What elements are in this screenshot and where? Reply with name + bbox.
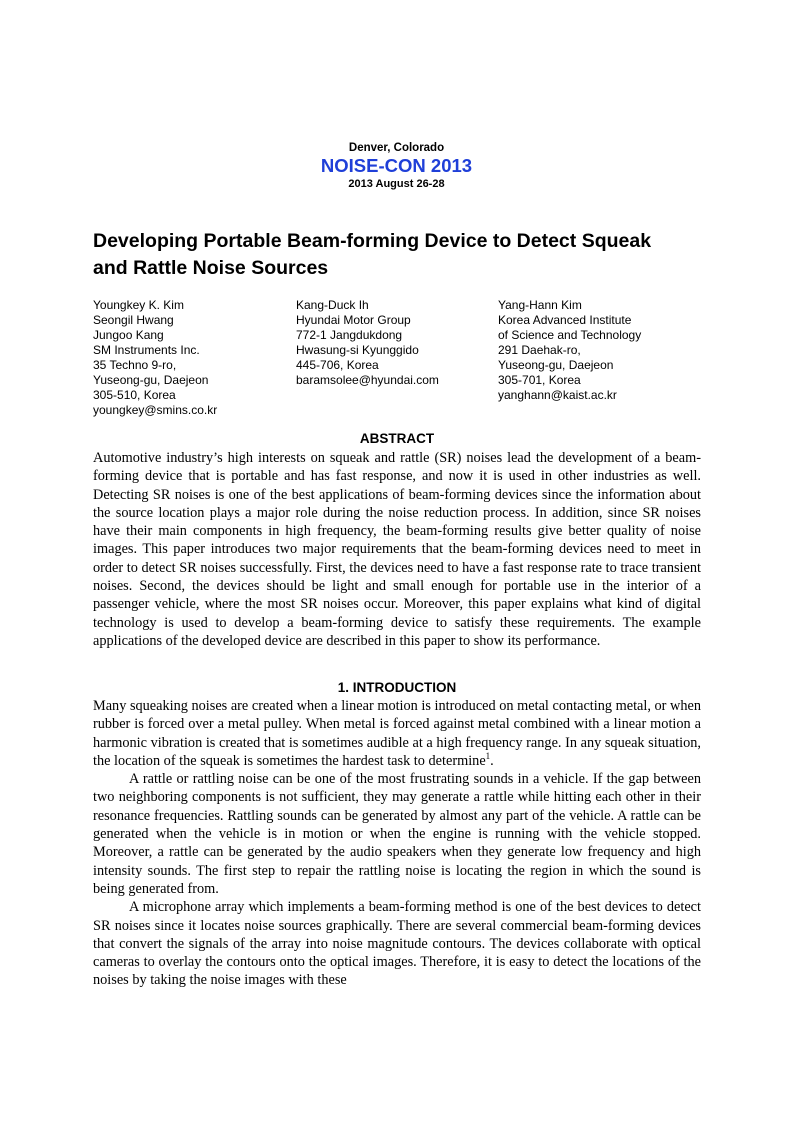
author-email: yanghann@kaist.ac.kr [498, 388, 617, 402]
introduction-paragraph-1-text: Many squeaking noises are created when a linear motion is introduced on metal contacting metal, or when rubber is forced over a metal pulley. When metal is forced against metal combined with a linear motion a harmonic vibration is created that is sometimes audible at a high frequency range. In any squeak situation, the location of the squeak is sometimes the hardest task to determine [93, 698, 701, 769]
introduction-paragraph-1 [93, 697, 701, 770]
reference-marker: 1 [485, 751, 491, 762]
conference-dates: 2013 August 26-28 [348, 178, 445, 190]
introduction-paragraph-2: A rattle or rattling noise can be one of the most frustrating sounds in a vehicle. If the gap between two neighboring components is not sufficient, they may generate a rattle while hitting each other in their resonance frequencies. Rattling sounds can be generated by almost any part of the vehicle. A rattle can be generated when the vehicle is in motion or when the engine is running with the vehicle stopped. Moreover, a rattle can be generated by the audio speakers when they generate low frequency and high intensity sounds. The first step to repair the rattling noise is locating the region in which the sound is being generated from. [93, 771, 701, 897]
author-line: Hwasung-si Kyunggido [296, 343, 419, 357]
author-line: 772-1 Jangdukdong [296, 328, 403, 342]
author-line: Yang-Hann Kim [498, 298, 582, 312]
introduction-paragraph-1-end: . [490, 752, 494, 769]
author-line: Hyundai Motor Group [296, 313, 411, 327]
abstract-body [93, 449, 701, 650]
abstract-paragraph: Automotive industry’s high interests on squeak and rattle (SR) noises lead the development of a beam-forming device that is portable and has fast response, and now it is used in other industries as well. Detecting SR noises is one of the best applications of beam-forming devices since the information about the source location plays a major role during the noise reduction process. In addition, since SR noises have their main components in high frequency, the beam-forming results give better quality of noise images. This paper introduces two major requirements that the beam-forming devices need to meet in order to detect SR noises successfully. First, the devices need to have a fast response rate to trace transient noises. Second, the devices should be light and small enough for portable use in the interior of a passenger vehicle, where the most SR noises occur. Moreover, this paper explains what kind of digital technology is used to develop a beam-forming device to satisfy these requirements. The example applications of the developed device are described in this paper to show its performance. [93, 450, 701, 649]
conference-header [0, 141, 793, 191]
paper-title-line-1: Developing Portable Beam-forming Device to Detect Squeak [93, 230, 652, 252]
introduction-body [93, 697, 701, 990]
author-block-3 [498, 298, 641, 403]
author-email: baramsolee@hyundai.com [296, 373, 439, 387]
author-line: Jungoo Kang [93, 328, 164, 342]
paper-title-line-2: and Rattle Noise Sources [93, 257, 329, 279]
conference-name: NOISE-CON 2013 [320, 155, 473, 176]
introduction-paragraph-3: A microphone array which implements a beam-forming method is one of the best devices to detect SR noises since it locates noise sources graphically. There are several commercial beam-forming devices that convert the signals of the array into noise magnitude contours. The devices collaborate with optical cameras to overlay the contours onto the optical images. Therefore, it is easy to detect the locations of the noises by taking the noise images with these [93, 899, 701, 989]
author-email: youngkey@smins.co.kr [93, 403, 218, 417]
author-line: of Science and Technology [498, 328, 642, 342]
author-line: Yuseong-gu, Daejeon [93, 373, 209, 387]
author-line: Youngkey K. Kim [93, 298, 184, 312]
author-line: SM Instruments Inc. [93, 343, 200, 357]
author-line: 35 Techno 9-ro, [93, 358, 177, 372]
author-line: 305-701, Korea [498, 373, 581, 387]
author-line: Yuseong-gu, Daejeon [498, 358, 614, 372]
author-line: 291 Daehak-ro, [498, 343, 581, 357]
paper-title [93, 228, 713, 282]
author-block-1 [93, 298, 217, 418]
introduction-heading: 1. INTRODUCTION [337, 680, 457, 695]
conference-location: Denver, Colorado [348, 142, 445, 154]
abstract-heading: ABSTRACT [359, 431, 435, 446]
author-line: 305-510, Korea [93, 388, 176, 402]
author-block-2 [296, 298, 439, 388]
author-line: 445-706, Korea [296, 358, 379, 372]
author-line: Korea Advanced Institute [498, 313, 632, 327]
author-line: Kang-Duck Ih [296, 298, 369, 312]
author-line: Seongil Hwang [93, 313, 174, 327]
